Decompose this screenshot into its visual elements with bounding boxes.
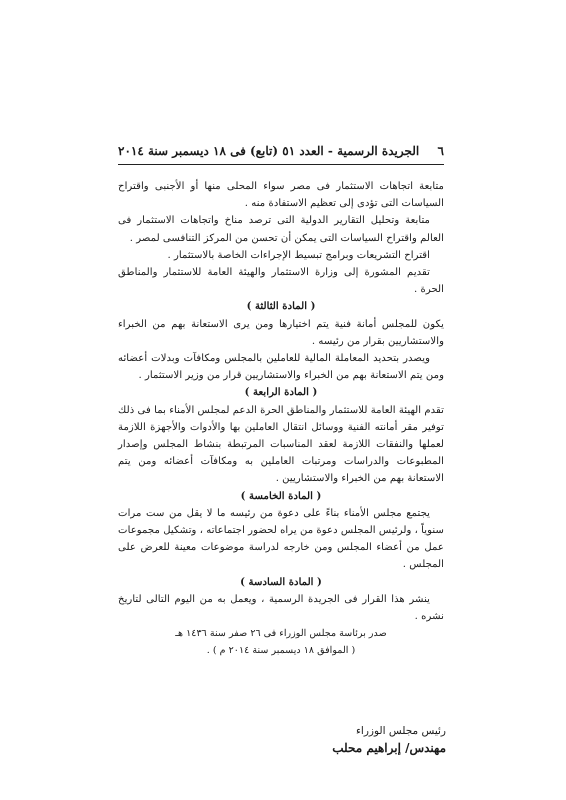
paragraph: تقدم الهيئة العامة للاستثمار والمناطق الحرة الدعم لمجلس الأمناء بما فى ذلك توفير مقر أمانته الفنية ووسائل انتقال العاملين بها والأدوات والأجهزة اللازمة لعملها والنفقات اللازمة لعقد المناسبات المرتبطة بنشاط المجلس وإصدار المطبوعات والدراسات ومرتبات العاملين به ومكافآت أعضائه ومن يتم الاستعانة بهم من الخبراء والاستشاريين . xyxy=(118,404,444,485)
signature-block xyxy=(332,725,446,755)
paragraph: اقتراح التشريعات وبرامج تبسيط الإجراءات الخاصة بالاستثمار . xyxy=(167,249,430,261)
paragraph: ينشر هذا القرار فى الجريدة الرسمية ، ويعمل به من اليوم التالى لتاريخ نشره . xyxy=(118,593,444,623)
signatory-name: مهندس/ إبراهيم محلب xyxy=(332,741,446,755)
paragraph: متابعة اتجاهات الاستثمار فى مصر سواء المحلى منها أو الأجنبى واقتراح السياسات التى تؤدى إلى تعظيم الاستفادة منه . xyxy=(118,181,444,210)
issue-date: صدر برئاسة مجلس الوزراء فى ٢٦ صفر سنة ١٤٣٦ هـ xyxy=(175,628,387,640)
article-heading: ( المادة السادسة ) xyxy=(240,575,322,588)
article-heading: ( المادة الثالثة ) xyxy=(246,300,316,313)
paragraph: ويصدر بتحديد المعاملة المالية للعاملين بالمجلس ومكافآت وبدلات أعضائه ومن يتم الاستعانة بهم من الخبراء والاستشاريين قرار من وزير الاستثمار . xyxy=(118,353,444,382)
page-number: ٦ xyxy=(437,144,444,158)
signatory-role: رئيس مجلس الوزراء xyxy=(355,725,446,737)
paragraph: تقديم المشورة إلى وزارة الاستثمار والهيئة العامة للاستثمار والمناطق الحرة . xyxy=(118,267,444,296)
page-header xyxy=(118,140,444,165)
gazette-title: الجريدة الرسمية - العدد ٥١ (تابع) فى ١٨ ديسمبر سنة ٢٠١٤ xyxy=(118,144,420,158)
paragraph: متابعة وتحليل التقارير الدولية التى ترصد مناخ واتجاهات الاستثمار فى العالم واقتراح السياسات التى يمكن أن تحسن من المركز التنافسى لمصر . xyxy=(118,215,444,244)
article-heading: ( المادة الرابعة ) xyxy=(244,386,318,399)
article-heading: ( المادة الخامسة ) xyxy=(240,489,322,502)
corresponding-date: ( الموافق ١٨ ديسمبر سنة ٢٠١٤ م ) . xyxy=(206,645,356,657)
paragraph: يجتمع مجلس الأمناء بناءً على دعوة من رئيسه ما لا يقل من ست مرات سنوياً ، ولرئيس المجلس دعوة من يراه لحضور اجتماعاته ، وتشكيل مجموعات عمل من أعضاء المجلس ومن خارجه لدراسة موضوعات معينة للعرض على المجلس . xyxy=(118,507,444,571)
paragraph: يكون للمجلس أمانة فنية يتم اختيارها ومن يرى الاستعانة بهم من الخبراء والاستشاريين بقرار من رئيسه . xyxy=(118,318,444,347)
document-body xyxy=(118,178,444,660)
